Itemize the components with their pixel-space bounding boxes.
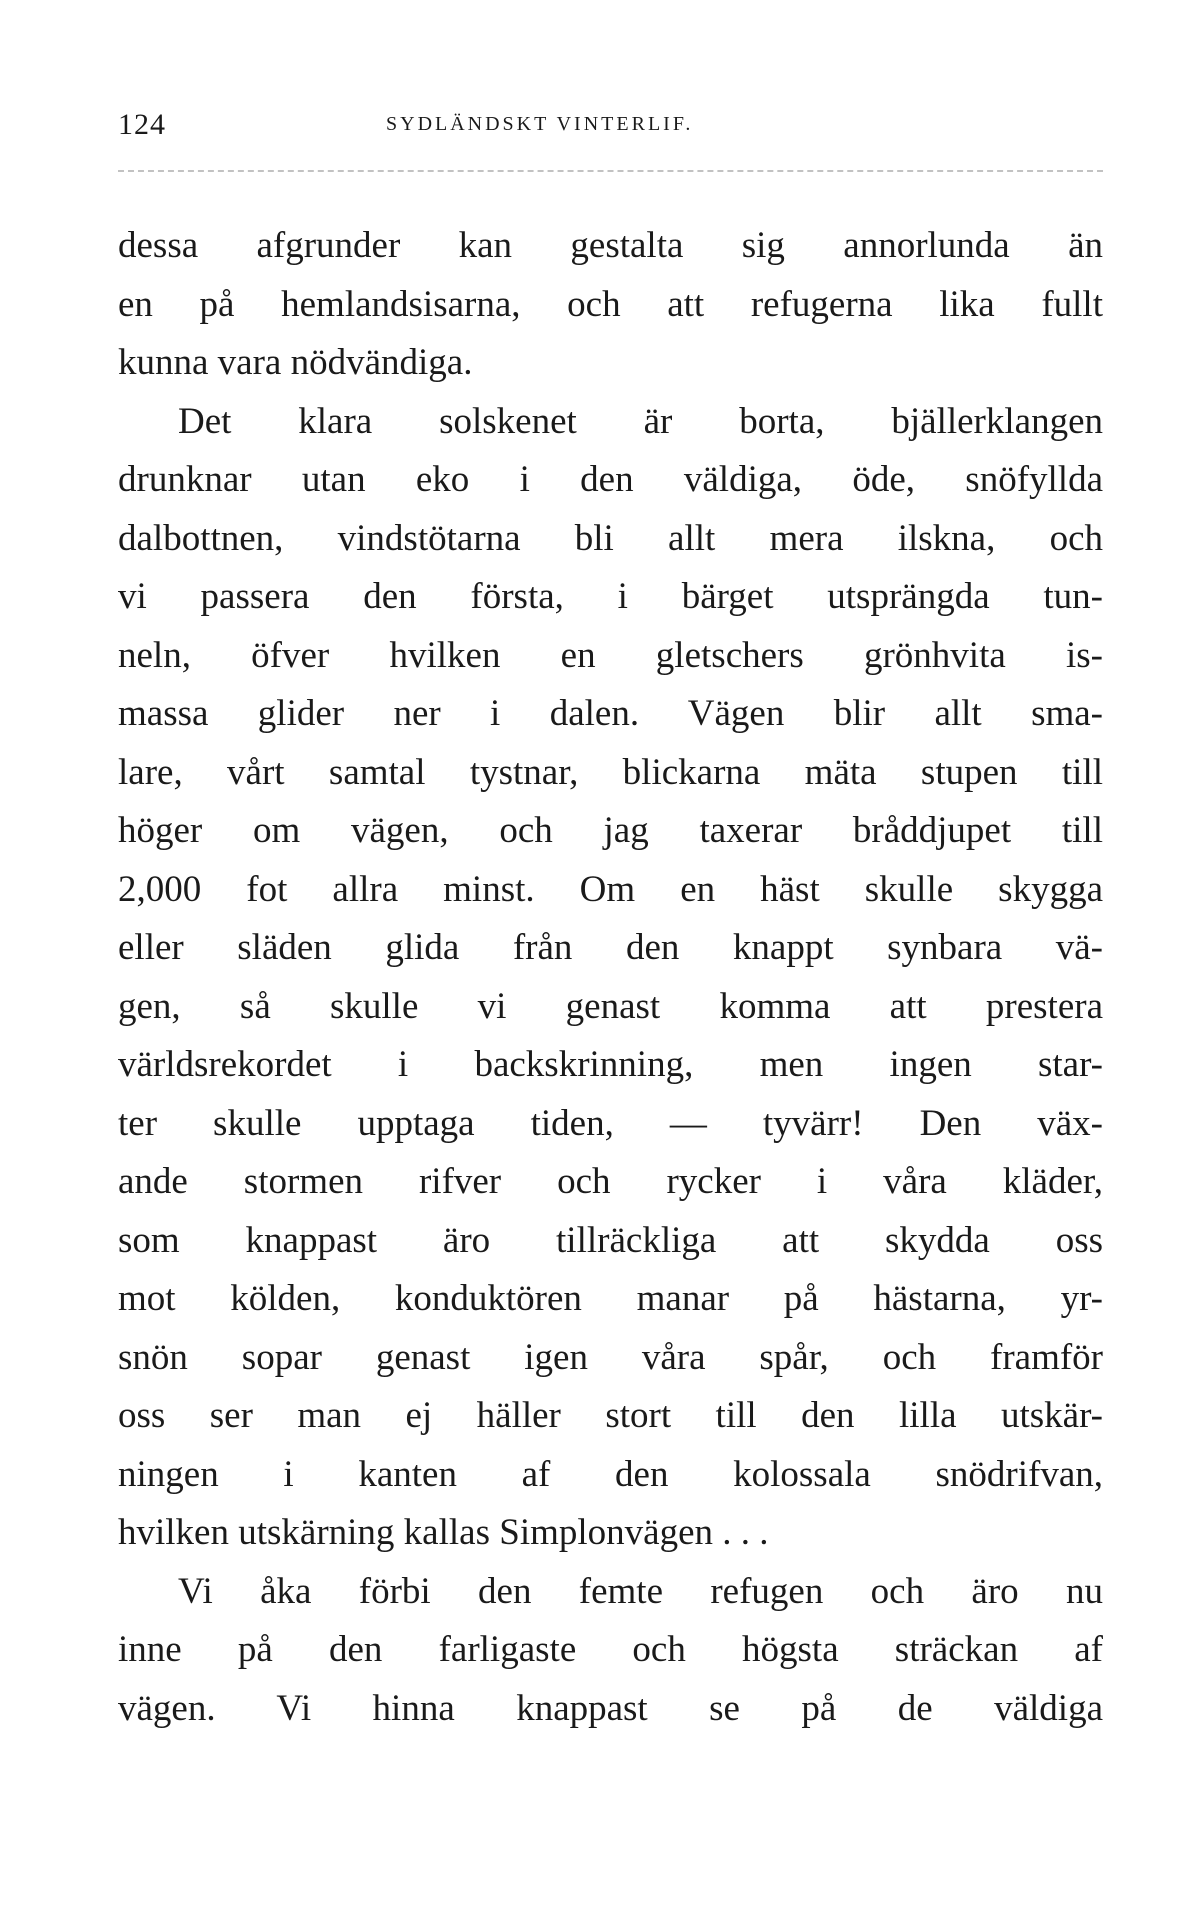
page-number: 124 [118,108,166,141]
running-head [118,108,1103,148]
text-line: vägen. Vi hinna knappast se på de väldiga [118,1687,1103,1729]
text-line: ter skulle upptaga tiden, — tyvärr! Den väx- [118,1102,1103,1144]
text-line: en på hemlandsisarna, och att refugerna lika fullt [118,283,1103,325]
text-line: kunna vara nödvändiga. [118,342,473,383]
text-line: inne på den farligaste och högsta sträckan af [118,1629,1103,1670]
text-line: gen, så skulle vi genast komma att prestera [118,985,1103,1027]
text-line: drunknar utan eko i den väldiga, öde, snöfyllda [118,459,1103,500]
text-line: massa glider ner i dalen. Vägen blir allt sma- [118,693,1103,734]
text-line: höger om vägen, och jag taxerar bråddjupet till [118,810,1103,851]
text-line: ande stormen rifver och rycker i våra kläder, [118,1161,1103,1202]
text-line: oss ser man ej häller stort till den lilla utskär- [118,1395,1103,1436]
text-line: vi passera den första, i bärget utsprängda tun- [118,576,1103,617]
text-line: ningen i kanten af den kolossala snödrifvan, [118,1453,1103,1495]
text-line: hvilken utskärning kallas Simplonvägen . . . [118,1512,769,1553]
text-line: mot kölden, konduktören manar på hästarna, yr- [118,1278,1103,1319]
text-line: världsrekordet i backskrinning, men ingen star- [118,1044,1103,1085]
text-line: neln, öfver hvilken en gletschers grönhvita is- [118,634,1103,676]
text-line: 2,000 fot allra minst. Om en häst skulle skygga [118,868,1103,910]
text-line: snön sopar genast igen våra spår, och framför [118,1336,1103,1378]
text-line: Det klara solskenet är borta, bjällerklangen [178,400,1103,442]
text-line: lare, vårt samtal tystnar, blickarna mäta stupen till [118,751,1103,793]
text-line: Vi åka förbi den femte refugen och äro nu [178,1570,1103,1612]
body-text [118,217,1103,1738]
running-title: SYDLÄNDSKT VINTERLIF. [386,113,694,135]
text-line: eller släden glida från den knappt synbara vä- [118,927,1103,968]
header-rule [118,170,1103,172]
text-line: dalbottnen, vindstötarna bli allt mera ilskna, och [118,517,1103,559]
text-line: som knappast äro tillräckliga att skydda oss [118,1219,1103,1261]
text-line: dessa afgrunder kan gestalta sig annorlunda än [118,225,1103,266]
